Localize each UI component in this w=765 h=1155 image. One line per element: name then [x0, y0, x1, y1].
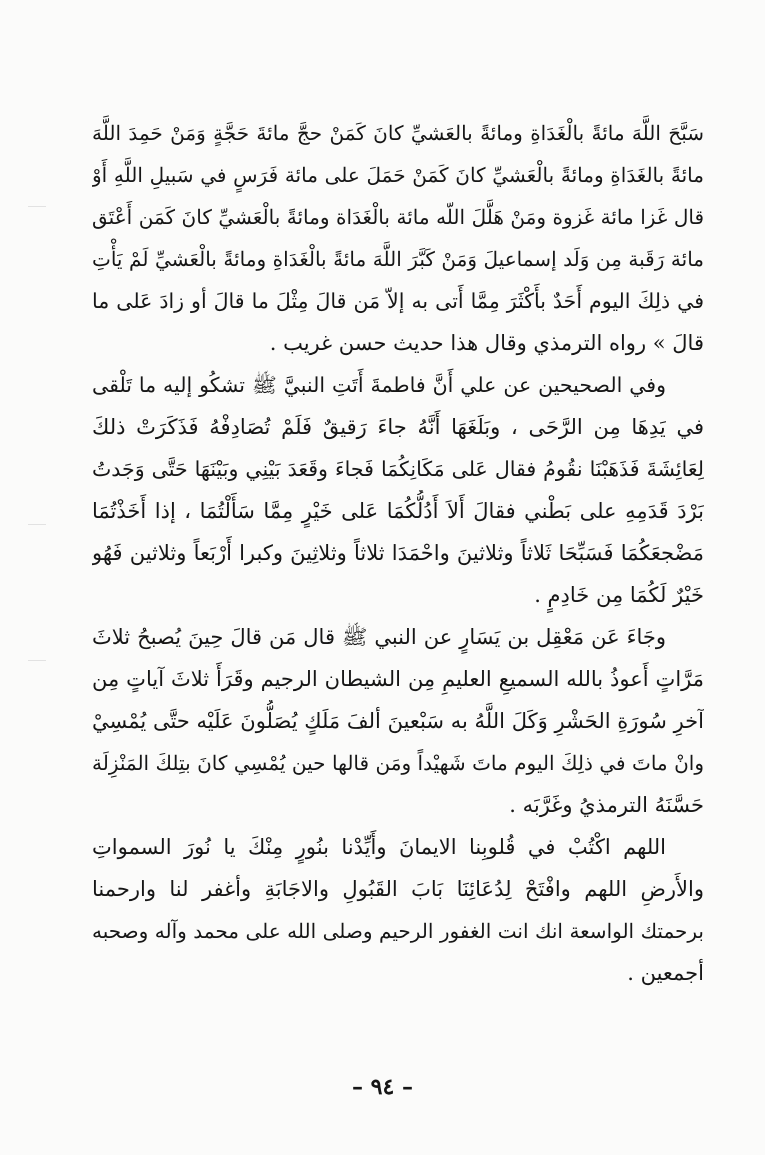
text-line: في يَدِهَا مِن الرَّحَى ، وبَلَغَهَا أَنَّهُ جاءَ رَقيقٌ فَلَمْ تُصَادِفْهُ فَذَكَرَتْ ذلكَ [92, 415, 704, 439]
body-text [92, 112, 704, 994]
paragraph-4 [92, 826, 704, 994]
paragraph-2 [92, 364, 704, 616]
text-line: في ذلِكَ اليوم أَحَدٌ بأَكْثَرَ مِمَّا أَتى به إلاّ مَن قالَ مِثْلَ ما قالَ أو زادَ عَلى ما [92, 289, 704, 313]
paragraph-1 [92, 112, 704, 364]
text-line: قال غَزا مائة غَزوة ومَنْ هَلَّلَ اللّه مائة بالْغَدَاة ومائةً بالْعَشيِّ كانَ كَمَن أَعْتَق [92, 205, 704, 229]
text-line: قالَ » رواه الترمذي وقال هذا حديث حسن غريب . [269, 331, 704, 355]
text-line: بَرْدَ قَدَمِهِ على بَطْني فقالَ أَلاَ أَدُلُّكُمَا عَلى خَيْرٍ مِمَّا سَأَلْتُمَا ، إذا أَخَذْتُمَا [92, 499, 704, 523]
text-line: آخرِ سُورَةِ الحَشْرِ وَكَلَ اللَّهُ به سَبْعينَ ألفَ مَلَكٍ يُصَلُّونَ عَلَيْه حتَّى يُمْسِيْ [92, 709, 704, 733]
text-line: خَيْرٌ لَكُمَا مِن خَادِمٍ . [534, 583, 704, 607]
text-line: مائةً بالغَدَاةِ ومائةً بالْعَشيِّ كانَ كَمَنْ حَمَلَ على مائة فَرَسٍ في سَبيلِ اللَّهِ أَوْ [92, 163, 704, 187]
text-line: أجمعين . [627, 961, 704, 985]
text-line: مَضْجعَكُمَا فَسَبِّحَا ثَلاثاً وثلاثينَ واحْمَدَا ثلاثاً وثلاثِينَ وكبرا أَرْبَعاً وثلاثين فَهُو [92, 541, 704, 565]
text-line: مائة رَقَبة مِن وَلَد إسماعيلَ وَمَنْ كَبَّرَ اللَّهَ مائةً بالْغَدَاةِ ومائةً بالْعَشيِّ لَمْ يَأْتِ [92, 247, 704, 271]
text-line: وفي الصحيحين عن علي أَنَّ فاطمةَ أَتَتِ النبيَّ ﷺ تشكُو إليه ما تَلْقى [92, 373, 666, 397]
scan-margin-mark [28, 206, 46, 207]
text-line: وانْ ماتَ في ذلِكَ اليوم ماتَ شَهيْداً ومَن قالها حين يُمْسِي كانَ بتِلكَ المَنْزِلَة [92, 751, 704, 775]
text-line: لِعَائِشَةَ فَذَهَبْنَا نقُومُ فقال عَلى مَكَانِكُمَا فَجاءَ وقَعَدَ بَيْنِي وبَيْنَهَا حَتَّى وَجَدتُ [92, 457, 704, 481]
page-number: – ٩٤ – [352, 1074, 413, 1100]
text-line: وجَاءَ عَن مَعْقِل بن يَسَارٍ عن النبي ﷺ قال مَن قالَ حِينَ يُصبحُ ثلاثَ [92, 625, 666, 649]
text-line: سَبَّحَ اللَّهَ مائةً بالْغَدَاةِ ومائةً بالعَشيِّ كانَ كَمَنْ حجَّ مائةَ حَجَّةٍ وَمَنْ حَمِدَ اللَّهَ [92, 121, 704, 145]
text-line: حَسَّنَهُ الترمذيُ وغَرَّبَه . [509, 793, 704, 817]
paragraph-3 [92, 616, 704, 826]
text-line: والأَرضِ اللهم وافْتَحْ لِدُعَائِنَا بَابَ القَبُولِ والاجَابَةِ وأغفر لنا وارحمنا [92, 877, 704, 901]
text-line: اللهم اكْتُبْ في قُلوبِنا الايمانَ وأَيِّدْنا بنُورٍ مِنْكَ يا نُورَ السمواتِ [92, 835, 667, 859]
scan-margin-mark [28, 660, 46, 661]
text-line: مَرَّاتٍ أَعوذُ بالله السميعِ العليمِ مِن الشيطان الرجيم وقَرَأَ ثلاثَ آياتٍ مِن [92, 667, 704, 691]
scan-margin-mark [28, 524, 46, 525]
text-line: برحمتك الواسعة انك انت الغفور الرحيم وصلى الله على محمد وآله وصحبه [92, 919, 704, 943]
